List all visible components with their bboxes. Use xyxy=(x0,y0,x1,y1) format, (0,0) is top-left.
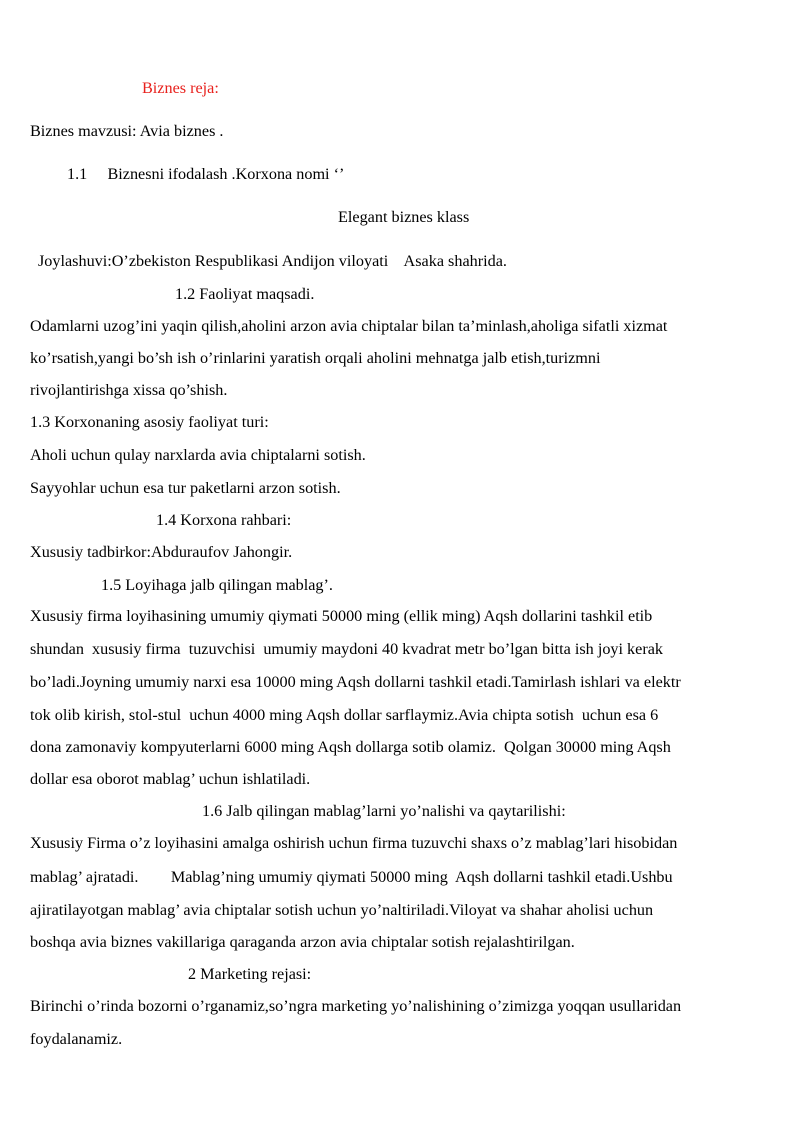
section-1-6-heading: 1.6 Jalb qilingan mablag’larni yo’nalishi va qaytarilishi: xyxy=(202,802,566,820)
section-1-2-heading: 1.2 Faoliyat maqsadi. xyxy=(175,285,315,303)
company-name: Elegant biznes klass xyxy=(338,208,470,226)
paragraph-line: dollar esa oborot mablag’ uchun ishlatiladi. xyxy=(30,770,311,788)
paragraph-line: Aholi uchun qulay narxlarda avia chiptalarni sotish. xyxy=(30,446,366,464)
section-2-heading: 2 Marketing rejasi: xyxy=(188,965,312,983)
section-1-4-heading: 1.4 Korxona rahbari: xyxy=(156,511,292,529)
paragraph-line: Xususiy Firma o’z loyihasini amalga oshirish uchun firma tuzuvchi shaxs o’z mablag’lari hisobidan xyxy=(30,834,678,852)
paragraph-line: foydalanamiz. xyxy=(30,1030,123,1048)
paragraph-line: Birinchi o’rinda bozorni o’rganamiz,so’ngra marketing yo’nalishining o’zimizga yoqqan usullaridan xyxy=(30,997,682,1015)
section-1-1-heading: 1.1 Biznesni ifodalash .Korxona nomi ‘’ xyxy=(67,165,345,183)
paragraph-line: rivojlantirishga xissa qo’shish. xyxy=(30,381,228,399)
section-1-3-heading: 1.3 Korxonaning asosiy faoliyat turi: xyxy=(30,413,269,431)
paragraph-line: mablag’ ajratadi. Mablag’ning umumiy qiymati 50000 ming Aqsh dollarni tashkil etadi.Ushbu xyxy=(30,868,673,886)
section-1-5-heading: 1.5 Loyihaga jalb qilingan mablag’. xyxy=(101,576,333,594)
document-title: Biznes reja: xyxy=(142,79,219,97)
paragraph-line: bo’ladi.Joyning umumiy narxi esa 10000 ming Aqsh dollarni tashkil etadi.Tamirlash ishlari va elektr xyxy=(30,673,681,691)
paragraph-line: boshqa avia biznes vakillariga qaraganda arzon avia chiptalar sotish rejalashtirilgan. xyxy=(30,933,575,951)
paragraph-line: ko’rsatish,yangi bo’sh ish o’rinlarini yaratish orqali aholini mehnatga jalb etish,turizmni xyxy=(30,349,601,367)
paragraph-line: Sayyohlar uchun esa tur paketlarni arzon sotish. xyxy=(30,479,341,497)
paragraph-line: Xususiy firma loyihasining umumiy qiymati 50000 ming (ellik ming) Aqsh dollarini tashkil etib xyxy=(30,607,653,625)
paragraph-line: Odamlarni uzog’ini yaqin qilish,aholini arzon avia chiptalar bilan ta’minlash,aholiga sifatli xizmat xyxy=(30,317,668,335)
location-line: Joylashuvi:O’zbekiston Respublikasi Andijon viloyati Asaka shahrida. xyxy=(38,252,507,270)
paragraph-line: tok olib kirish, stol-stul uchun 4000 ming Aqsh dollar sarflaymiz.Avia chipta sotish uchun esa 6 xyxy=(30,706,659,724)
paragraph-line: dona zamonaviy kompyuterlarni 6000 ming Aqsh dollarga sotib olamiz. Qolgan 30000 ming Aqsh xyxy=(30,738,671,756)
paragraph-line: shundan xususiy firma tuzuvchisi umumiy maydoni 40 kvadrat metr bo’lgan bitta ish joyi kerak xyxy=(30,640,664,658)
paragraph-line: Xususiy tadbirkor:Abduraufov Jahongir. xyxy=(30,543,293,561)
business-topic: Biznes mavzusi: Avia biznes . xyxy=(30,122,224,140)
paragraph-line: ajiratilayotgan mablag’ avia chiptalar sotish uchun yo’naltiriladi.Viloyat va shahar aholisi uchun xyxy=(30,901,654,919)
